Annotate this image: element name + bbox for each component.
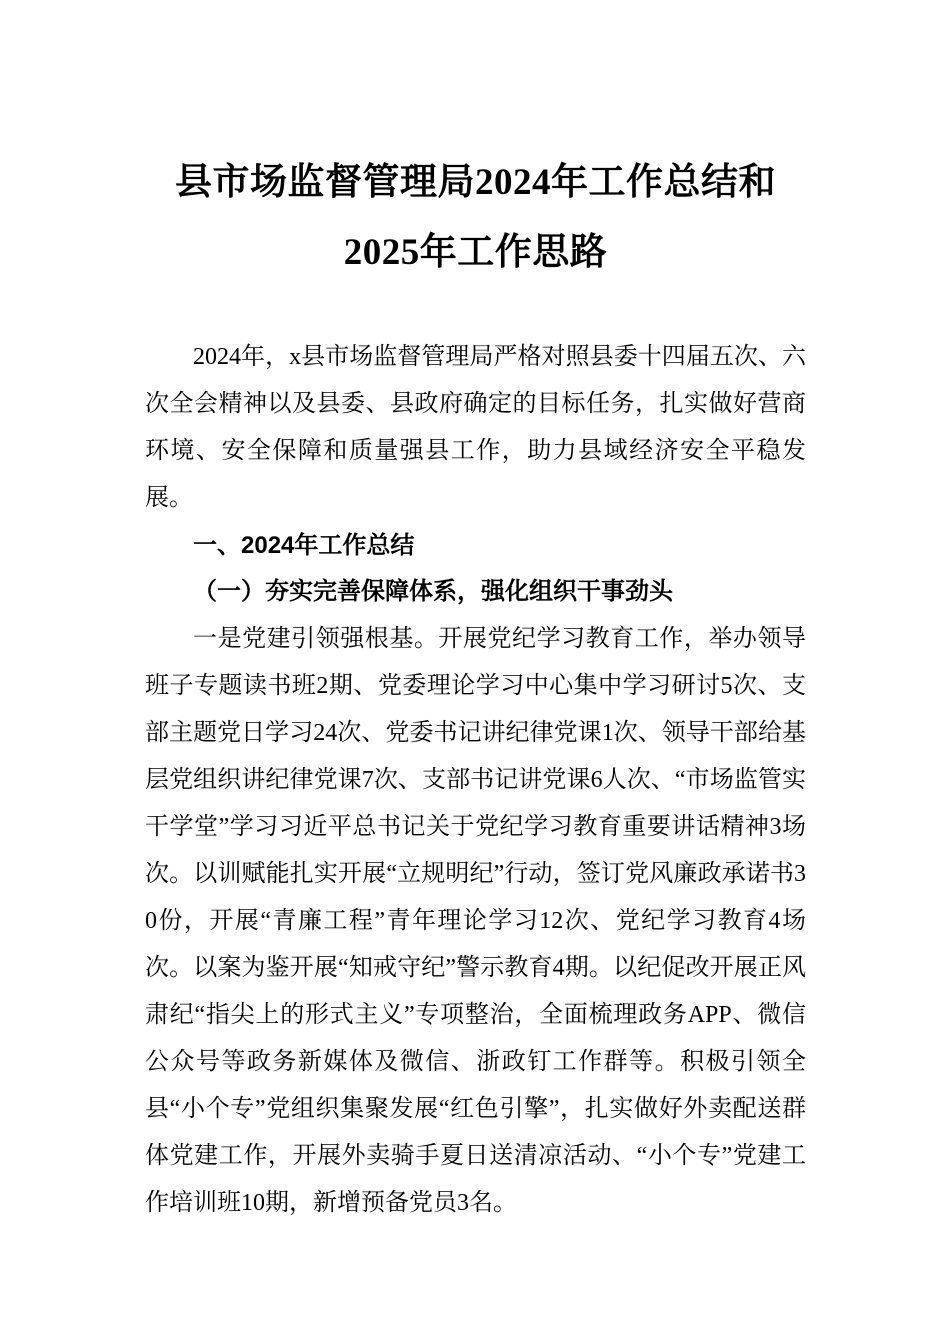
sub-heading-guarantee-system: （一）夯实完善保障体系，强化组织干事劲头	[193, 579, 673, 605]
section-heading-2024-summary: 一、2024年工作总结	[193, 532, 415, 559]
document-title: 县市场监督管理局2024年工作总结和2025年工作思路	[175, 162, 776, 273]
body-paragraph-party-building: 一是党建引领强根基。开展党纪学习教育工作，举办领导班子专题读书班2期、党委理论学习中心集中学习研讨5次、支部主题党日学习24次、党委书记讲纪律党课1次、领导干部给基层党组织讲纪律党课7次、支部书记讲党课6人次、“市场监管实干学堂”学习习近平总书记关于党纪学习教育重要讲话精神3场次。以训赋能扎实开展“立规明纪”行动，签订党风廉政承诺书30份，开展“青廉工程”青年理论学习12次、党纪学习教育4场次。以案为鉴开展“知戒守纪”警示教育4期。以纪促改开展正风肃纪“指尖上的形式主义”专项整治，全面梳理政务APP、微信公众号等政务新媒体及微信、浙政钉工作群等。积极引领全县“小个专”党组织集聚发展“红色引擎”，扎实做好外卖配送群体党建工作，开展外卖骑手夏日送清凉活动、“小个专”党建工作培训班10期，新增预备党员3名。	[145, 626, 806, 1216]
intro-paragraph: 2024年，x县市场监督管理局严格对照县委十四届五次、六次全会精神以及县委、县政府确定的目标任务，扎实做好营商环境、安全保障和质量强县工作，助力县域经济安全平稳发展。	[145, 344, 806, 511]
